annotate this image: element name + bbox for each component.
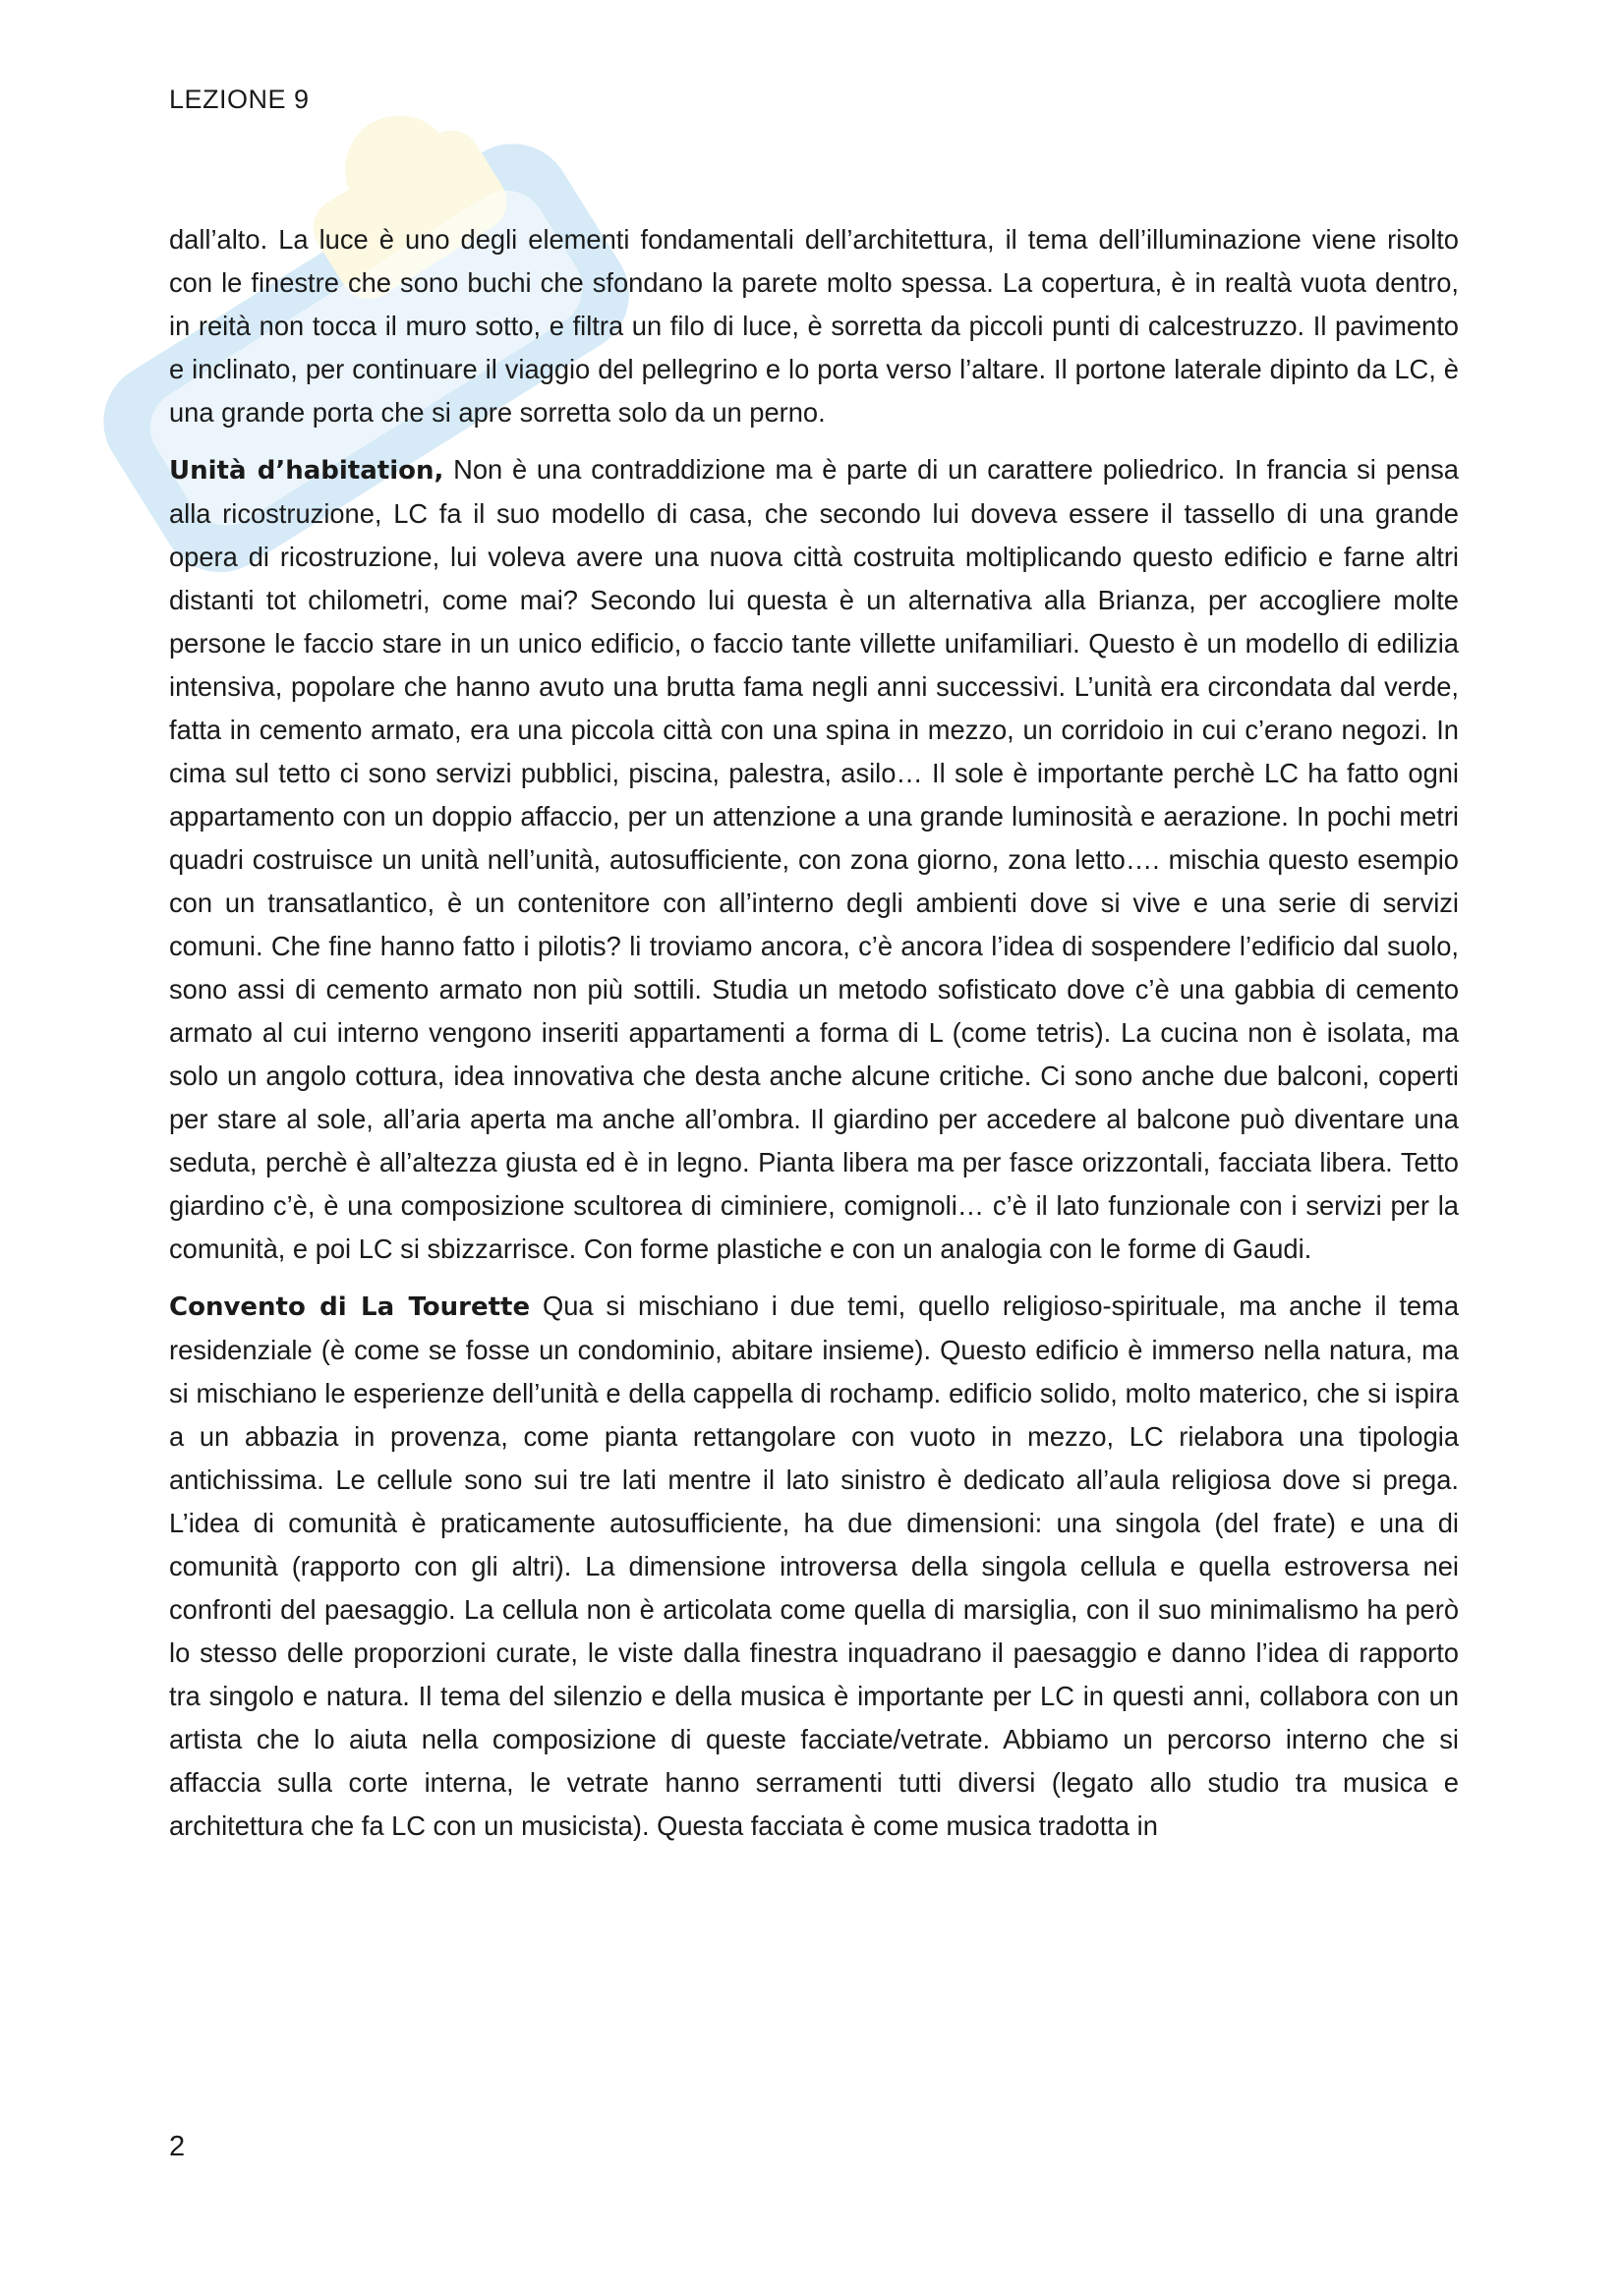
paragraph-text: dall’alto. La luce è uno degli elementi fondamentali dell’architettura, il tema dell’illuminazione viene risolto con le finestre che sono buchi che sfondano la parete molto spessa. La copertura, è in realtà vuota dentro, in reità non tocca il muro sotto, e filtra un filo di luce, è sorretta da piccoli punti di calcestruzzo. Il pavimento e inclinato, per continuare il viaggio del pellegrino e lo porta verso l’altare. Il portone laterale dipinto da LC, è una grande porta che si apre sorretta solo da un perno. [169,224,1459,428]
page-number: 2 [169,2131,186,2162]
paragraph-continuation [169,218,1459,434]
paragraph-heading: Convento di La Tourette [169,1292,531,1322]
page-header: LEZIONE 9 [169,85,310,114]
document-body [169,218,1459,1848]
paragraph-text: Non è una contraddizione ma è parte di un carattere poliedrico. In francia si pensa alla ricostruzione, LC fa il suo modello di casa, che secondo lui doveva essere il tassello di una grande opera di ricostruzione, lui voleva avere una nuova città costruita moltiplicando questo edificio e farne altri distanti tot chilometri, come mai? Secondo lui questa è un alternativa alla Brianza, per accogliere molte persone le faccio stare in un unico edificio, o faccio tante villette unifamiliari. Questo è un modello di edilizia intensiva, popolare che hanno avuto una brutta fama negli anni successivi. L’unità era circondata dal verde, fatta in cemento armato, era una piccola città con una spina in mezzo, un corridoio in cui c’erano negozi. In cima sul tetto ci sono servizi pubblici, piscina, palestra, asilo… Il sole è importante perchè LC ha fatto ogni appartamento con un doppio affaccio, per un attenzione a una grande luminosità e aerazione. In pochi metri quadri costruisce un unità nell’unità, autosufficiente, con zona giorno, zona letto…. mischia questo esempio con un transatlantico, è un contenitore con all’interno degli ambienti dove si vive e una serie di servizi comuni. Che fine hanno fatto i pilotis? li troviamo ancora, c’è ancora l’idea di sospendere l’edificio dal suolo, sono assi di cemento armato non più sottili. Studia un metodo sofisticato dove c’è una gabbia di cemento armato al cui interno vengono inseriti appartamenti a forma di L (come tetris). La cucina non è isolata, ma solo un angolo cottura, idea innovativa che desta anche alcune critiche. Ci sono anche due balconi, coperti per stare al sole, all’aria aperta ma anche all’ombra. Il giardino per accedere al balcone può diventare una seduta, perchè è all’altezza giusta ed è in legno. Pianta libera ma per fasce orizzontali, facciata libera. Tetto giardino c’è, è una composizione scultorea di ciminiere, comignoli… c’è il lato funzionale con i servizi per la comunità, e poi LC si sbizzarrisce. Con forme plastiche e con un analogia con le forme di Gaudi. [169,454,1459,1264]
paragraph-text: Qua si mischiano i due temi, quello religioso-spirituale, ma anche il tema residenziale (è come se fosse un condominio, abitare insieme). Questo edificio è immerso nella natura, ma si mischiano le esperienze dell’unità e della cappella di rochamp. edificio solido, molto materico, che si ispira a un abbazia in provenza, come pianta rettangolare con vuoto in mezzo, LC rielabora una tipologia antichissima. Le cellule sono sui tre lati mentre il lato sinistro è dedicato all’aula religiosa dove si prega. L’idea di comunità è praticamente autosufficiente, ha due dimensioni: una singola (del frate) e una di comunità (rapporto con gli altri). La dimensione introversa della singola cellula e quella estroversa nei confronti del paesaggio. La cellula non è articolata come quella di marsiglia, con il suo minimalismo ha però lo stesso delle proporzioni curate, le viste dalla finestra inquadrano il paesaggio e danno l’idea di rapporto tra singolo e natura. Il tema del silenzio e della musica è importante per LC in questi anni, collabora con un artista che lo aiuta nella composizione di queste facciate/vetrate. Abbiamo un percorso interno che si affaccia sulla corte interna, le vetrate hanno serramenti tutti diversi (legato allo studio tra musica e architettura che fa LC con un musicista). Questa facciata è come musica tradotta in [169,1291,1460,1841]
paragraph-unite-habitation [169,448,1459,1271]
paragraph-la-tourette [169,1285,1459,1848]
paragraph-heading: Unità d’habitation, [169,456,444,486]
